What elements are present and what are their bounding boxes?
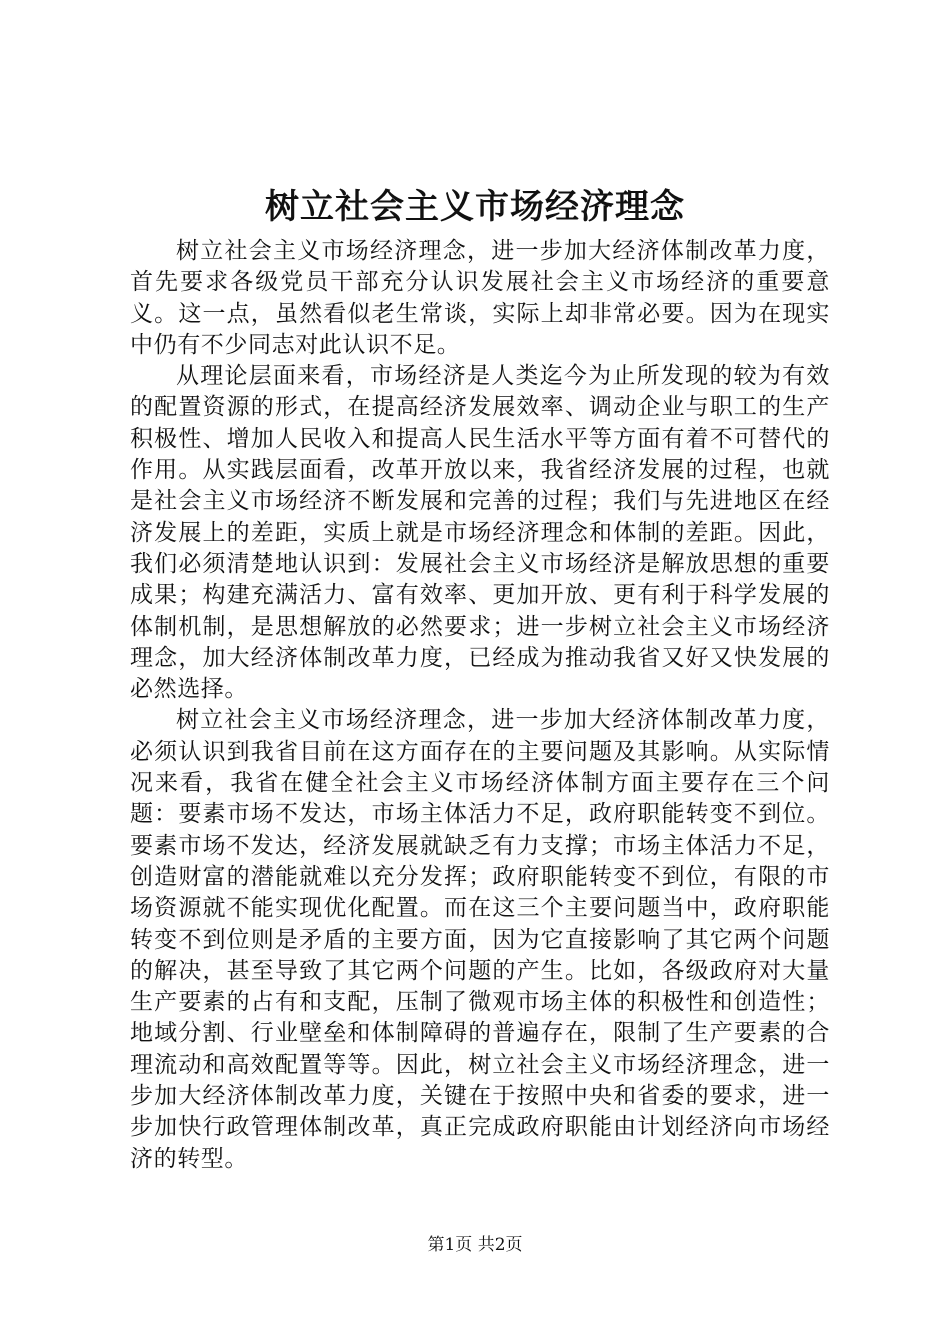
paragraph-2: 从理论层面来看，市场经济是人类迄今为止所发现的较为有效的配置资源的形式，在提高经济发展效率、调动企业与职工的生产积极性、增加人民收入和提高人民生活水平等方面有着不可替代的作用。从实践层面看，改革开放以来，我省经济发展的过程，也就是社会主义市场经济不断发展和完善的过程；我们与先进地区在经济发展上的差距，实质上就是市场经济理念和体制的差距。因此，我们必须清楚地认识到：发展社会主义市场经济是解放思想的重要成果；构建充满活力、富有效率、更加开放、更有利于科学发展的体制机制，是思想解放的必然要求；进一步树立社会主义市场经济理念，加大经济体制改革力度，已经成为推动我省又好又快发展的必然选择。 — [130, 363, 830, 703]
document-title: 树立社会主义市场经济理念 — [265, 187, 685, 227]
page-number-footer: 第1页 共2页 — [427, 1235, 523, 1255]
paragraph-3: 树立社会主义市场经济理念，进一步加大经济体制改革力度，必须认识到我省目前在这方面存在的主要问题及其影响。从实际情况来看，我省在健全社会主义市场经济体制方面主要存在三个问题：要素市场不发达，市场主体活力不足，政府职能转变不到位。要素市场不发达，经济发展就缺乏有力支撑；市场主体活力不足，创造财富的潜能就难以充分发挥；政府职能转变不到位，有限的市场资源就不能实现优化配置。而在这三个主要问题当中，政府职能转变不到位则是矛盾的主要方面，因为它直接影响了其它两个问题的解决，甚至导致了其它两个问题的产生。比如，各级政府对大量生产要素的占有和支配，压制了微观市场主体的积极性和创造性；地域分割、行业壁垒和体制障碍的普遍存在，限制了生产要素的合理流动和高效配置等等。因此，树立社会主义市场经济理念，进一步加大经济体制改革力度，关键在于按照中央和省委的要求，进一步加快行政管理体制改革，真正完成政府职能由计划经济向市场经济的转型。 — [130, 707, 830, 1172]
document-body — [130, 236, 830, 1175]
paragraph-1: 树立社会主义市场经济理念，进一步加大经济体制改革力度，首先要求各级党员干部充分认识发展社会主义市场经济的重要意义。这一点，虽然看似老生常谈，实际上却非常必要。因为在现实中仍有不少同志对此认识不足。 — [130, 238, 830, 358]
